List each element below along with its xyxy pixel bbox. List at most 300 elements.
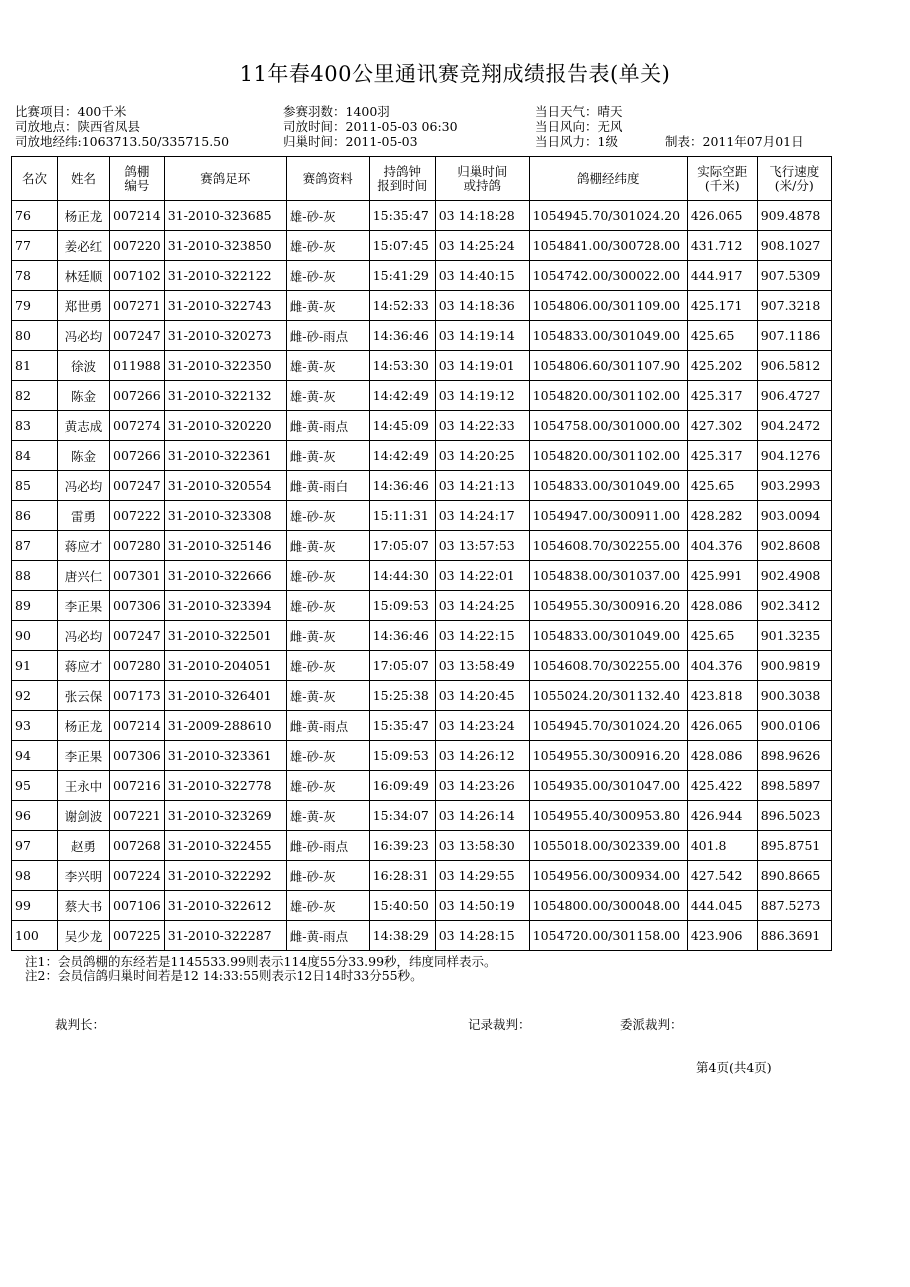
cell-name: 雷勇 xyxy=(58,501,110,531)
cell-loft-coords: 1054945.70/301024.20 xyxy=(529,201,687,231)
cell-name: 黄志成 xyxy=(58,411,110,441)
cell-rank: 94 xyxy=(12,741,58,771)
cell-bird-info: 雌-黄-雨点 xyxy=(286,921,369,951)
header-clock-time: 持鸽钟 报到时间 xyxy=(369,157,435,201)
cell-speed: 895.8751 xyxy=(757,831,831,861)
cell-rank: 84 xyxy=(12,441,58,471)
cell-name: 姜必红 xyxy=(58,231,110,261)
cell-clock-time: 15:09:53 xyxy=(369,741,435,771)
cell-loft-no: 007280 xyxy=(110,651,165,681)
cell-speed: 903.0094 xyxy=(757,501,831,531)
cell-loft-coords: 1054833.00/301049.00 xyxy=(529,621,687,651)
meta-wind-force: 当日风力：1级 xyxy=(535,134,618,149)
cell-loft-coords: 1054608.70/302255.00 xyxy=(529,651,687,681)
cell-speed: 902.3412 xyxy=(757,591,831,621)
cell-clock-time: 15:09:53 xyxy=(369,591,435,621)
cell-loft-no: 007247 xyxy=(110,471,165,501)
cell-name: 林廷顺 xyxy=(58,261,110,291)
cell-loft-coords: 1054800.00/300048.00 xyxy=(529,891,687,921)
table-row xyxy=(12,291,832,321)
meta-col-3 xyxy=(535,104,623,149)
cell-arrival-time: 03 14:19:12 xyxy=(435,381,529,411)
cell-bird-info: 雄-砂-灰 xyxy=(286,501,369,531)
cell-clock-time: 16:09:49 xyxy=(369,771,435,801)
table-row xyxy=(12,531,832,561)
cell-name: 蒋应才 xyxy=(58,651,110,681)
cell-rank: 80 xyxy=(12,321,58,351)
cell-loft-coords: 1054833.00/301049.00 xyxy=(529,471,687,501)
cell-rank: 85 xyxy=(12,471,58,501)
cell-clock-time: 14:36:46 xyxy=(369,621,435,651)
table-row xyxy=(12,921,832,951)
cell-rank: 81 xyxy=(12,351,58,381)
cell-name: 李兴明 xyxy=(58,861,110,891)
cell-name: 徐波 xyxy=(58,351,110,381)
cell-speed: 909.4878 xyxy=(757,201,831,231)
cell-loft-no: 007106 xyxy=(110,891,165,921)
cell-speed: 907.1186 xyxy=(757,321,831,351)
cell-loft-coords: 1054720.00/301158.00 xyxy=(529,921,687,951)
recorder-judge-label: 记录裁判： xyxy=(468,1017,531,1032)
cell-loft-no: 007271 xyxy=(110,291,165,321)
cell-ring: 31-2010-322501 xyxy=(164,621,286,651)
cell-rank: 98 xyxy=(12,861,58,891)
cell-clock-time: 16:39:23 xyxy=(369,831,435,861)
cell-name: 郑世勇 xyxy=(58,291,110,321)
cell-speed: 898.9626 xyxy=(757,741,831,771)
table-header-row xyxy=(12,157,832,201)
cell-distance: 431.712 xyxy=(687,231,757,261)
cell-loft-coords: 1054608.70/302255.00 xyxy=(529,531,687,561)
cell-name: 冯必均 xyxy=(58,621,110,651)
cell-arrival-time: 03 14:22:33 xyxy=(435,411,529,441)
cell-loft-no: 007301 xyxy=(110,561,165,591)
table-body xyxy=(12,201,832,951)
cell-arrival-time: 03 14:28:15 xyxy=(435,921,529,951)
cell-loft-no: 007306 xyxy=(110,741,165,771)
cell-arrival-time: 03 14:24:17 xyxy=(435,501,529,531)
cell-distance: 427.302 xyxy=(687,411,757,441)
cell-arrival-time: 03 14:22:01 xyxy=(435,561,529,591)
cell-speed: 900.3038 xyxy=(757,681,831,711)
cell-clock-time: 15:25:38 xyxy=(369,681,435,711)
cell-rank: 96 xyxy=(12,801,58,831)
cell-distance: 401.8 xyxy=(687,831,757,861)
cell-clock-time: 14:44:30 xyxy=(369,561,435,591)
cell-clock-time: 14:53:30 xyxy=(369,351,435,381)
cell-bird-info: 雌-黄-雨点 xyxy=(286,711,369,741)
cell-arrival-time: 03 13:57:53 xyxy=(435,531,529,561)
cell-ring: 31-2010-322287 xyxy=(164,921,286,951)
cell-rank: 90 xyxy=(12,621,58,651)
cell-bird-info: 雄-砂-灰 xyxy=(286,651,369,681)
cell-distance: 425.202 xyxy=(687,351,757,381)
table-row xyxy=(12,201,832,231)
cell-name: 杨正龙 xyxy=(58,711,110,741)
cell-arrival-time: 03 14:23:26 xyxy=(435,771,529,801)
cell-distance: 404.376 xyxy=(687,651,757,681)
cell-bird-info: 雌-砂-灰 xyxy=(286,861,369,891)
cell-name: 冯必均 xyxy=(58,471,110,501)
cell-name: 王永中 xyxy=(58,771,110,801)
cell-distance: 425.317 xyxy=(687,381,757,411)
cell-distance: 427.542 xyxy=(687,861,757,891)
cell-clock-time: 15:35:47 xyxy=(369,201,435,231)
cell-name: 谢剑波 xyxy=(58,801,110,831)
cell-distance: 444.917 xyxy=(687,261,757,291)
table-row xyxy=(12,891,832,921)
cell-bird-info: 雌-砂-雨点 xyxy=(286,831,369,861)
cell-arrival-time: 03 14:20:45 xyxy=(435,681,529,711)
cell-speed: 903.2993 xyxy=(757,471,831,501)
assigned-judge-label: 委派裁判： xyxy=(620,1017,683,1032)
cell-speed: 907.5309 xyxy=(757,261,831,291)
cell-rank: 92 xyxy=(12,681,58,711)
cell-name: 杨正龙 xyxy=(58,201,110,231)
table-row xyxy=(12,831,832,861)
cell-clock-time: 15:40:50 xyxy=(369,891,435,921)
meta-weather: 当日天气：晴天 xyxy=(535,104,623,119)
cell-clock-time: 16:28:31 xyxy=(369,861,435,891)
table-row xyxy=(12,381,832,411)
cell-rank: 88 xyxy=(12,561,58,591)
cell-distance: 426.065 xyxy=(687,201,757,231)
cell-loft-no: 007222 xyxy=(110,501,165,531)
cell-bird-info: 雌-黄-灰 xyxy=(286,291,369,321)
cell-loft-coords: 1055018.00/302339.00 xyxy=(529,831,687,861)
cell-distance: 425.65 xyxy=(687,621,757,651)
cell-loft-no: 007247 xyxy=(110,621,165,651)
table-row xyxy=(12,651,832,681)
cell-distance: 425.171 xyxy=(687,291,757,321)
cell-clock-time: 14:36:46 xyxy=(369,471,435,501)
cell-loft-coords: 1054758.00/301000.00 xyxy=(529,411,687,441)
cell-bird-info: 雌-黄-灰 xyxy=(286,441,369,471)
cell-speed: 904.1276 xyxy=(757,441,831,471)
cell-bird-info: 雄-砂-灰 xyxy=(286,771,369,801)
cell-rank: 89 xyxy=(12,591,58,621)
cell-bird-info: 雄-黄-灰 xyxy=(286,801,369,831)
meta-col-2 xyxy=(283,104,458,149)
cell-distance: 425.317 xyxy=(687,441,757,471)
cell-bird-info: 雄-砂-灰 xyxy=(286,261,369,291)
header-loft-coords: 鸽棚经纬度 xyxy=(529,157,687,201)
cell-name: 李正果 xyxy=(58,741,110,771)
cell-distance: 425.991 xyxy=(687,561,757,591)
cell-arrival-time: 03 14:24:25 xyxy=(435,591,529,621)
cell-rank: 76 xyxy=(12,201,58,231)
cell-arrival-time: 03 14:19:14 xyxy=(435,321,529,351)
cell-ring: 31-2010-204051 xyxy=(164,651,286,681)
meta-release-coords: 司放地经纬:1063713.50/335715.50 xyxy=(15,134,230,149)
cell-speed: 900.9819 xyxy=(757,651,831,681)
header-distance: 实际空距 (千米) xyxy=(687,157,757,201)
cell-distance: 423.818 xyxy=(687,681,757,711)
cell-bird-info: 雄-砂-灰 xyxy=(286,741,369,771)
cell-distance: 428.282 xyxy=(687,501,757,531)
cell-distance: 425.422 xyxy=(687,771,757,801)
cell-loft-no: 007280 xyxy=(110,531,165,561)
cell-clock-time: 17:05:07 xyxy=(369,651,435,681)
table-row xyxy=(12,501,832,531)
cell-arrival-time: 03 14:50:19 xyxy=(435,891,529,921)
cell-clock-time: 14:36:46 xyxy=(369,321,435,351)
cell-loft-coords: 1054955.40/300953.80 xyxy=(529,801,687,831)
meta-release-time: 司放时间：2011-05-03 06:30 xyxy=(283,119,458,134)
cell-loft-no: 007221 xyxy=(110,801,165,831)
table-row xyxy=(12,741,832,771)
cell-speed: 896.5023 xyxy=(757,801,831,831)
cell-speed: 901.3235 xyxy=(757,621,831,651)
cell-clock-time: 17:05:07 xyxy=(369,531,435,561)
cell-bird-info: 雄-黄-灰 xyxy=(286,681,369,711)
cell-clock-time: 14:42:49 xyxy=(369,381,435,411)
cell-loft-no: 007214 xyxy=(110,711,165,741)
cell-rank: 86 xyxy=(12,501,58,531)
cell-distance: 428.086 xyxy=(687,741,757,771)
header-arrival-time: 归巢时间 或持鸽 xyxy=(435,157,529,201)
cell-loft-no: 007268 xyxy=(110,831,165,861)
cell-name: 吴少龙 xyxy=(58,921,110,951)
notes xyxy=(25,955,497,983)
cell-loft-coords: 1054945.70/301024.20 xyxy=(529,711,687,741)
cell-ring: 31-2010-320554 xyxy=(164,471,286,501)
cell-loft-no: 007224 xyxy=(110,861,165,891)
cell-ring: 31-2010-320220 xyxy=(164,411,286,441)
cell-distance: 423.906 xyxy=(687,921,757,951)
cell-clock-time: 14:38:29 xyxy=(369,921,435,951)
cell-loft-coords: 1054833.00/301049.00 xyxy=(529,321,687,351)
cell-speed: 904.2472 xyxy=(757,411,831,441)
cell-ring: 31-2010-323850 xyxy=(164,231,286,261)
cell-name: 蒋应才 xyxy=(58,531,110,561)
report-title: 11年春400公里通讯赛竞翔成绩报告表(单关) xyxy=(239,62,671,86)
cell-rank: 93 xyxy=(12,711,58,741)
cell-arrival-time: 03 14:26:12 xyxy=(435,741,529,771)
cell-clock-time: 15:07:45 xyxy=(369,231,435,261)
cell-arrival-time: 03 14:18:36 xyxy=(435,291,529,321)
cell-loft-coords: 1054935.00/301047.00 xyxy=(529,771,687,801)
cell-bird-info: 雄-砂-灰 xyxy=(286,231,369,261)
cell-bird-info: 雄-砂-灰 xyxy=(286,891,369,921)
table-row xyxy=(12,861,832,891)
cell-bird-info: 雄-砂-灰 xyxy=(286,201,369,231)
cell-arrival-time: 03 14:40:15 xyxy=(435,261,529,291)
cell-loft-coords: 1054841.00/300728.00 xyxy=(529,231,687,261)
cell-clock-time: 14:52:33 xyxy=(369,291,435,321)
cell-rank: 95 xyxy=(12,771,58,801)
meta-event: 比赛项目：400千米 xyxy=(15,104,127,119)
cell-loft-coords: 1054838.00/301037.00 xyxy=(529,561,687,591)
cell-loft-coords: 1054820.00/301102.00 xyxy=(529,441,687,471)
cell-speed: 902.8608 xyxy=(757,531,831,561)
header-rank: 名次 xyxy=(12,157,58,201)
cell-loft-no: 011988 xyxy=(110,351,165,381)
cell-rank: 77 xyxy=(12,231,58,261)
cell-ring: 31-2010-323269 xyxy=(164,801,286,831)
cell-rank: 83 xyxy=(12,411,58,441)
cell-arrival-time: 03 14:25:24 xyxy=(435,231,529,261)
cell-rank: 78 xyxy=(12,261,58,291)
cell-speed: 887.5273 xyxy=(757,891,831,921)
cell-clock-time: 14:45:09 xyxy=(369,411,435,441)
cell-ring: 31-2010-320273 xyxy=(164,321,286,351)
cell-arrival-time: 03 14:21:13 xyxy=(435,471,529,501)
cell-rank: 100 xyxy=(12,921,58,951)
meta-col-1 xyxy=(15,104,229,149)
cell-clock-time: 15:35:47 xyxy=(369,711,435,741)
table-row xyxy=(12,351,832,381)
cell-rank: 87 xyxy=(12,531,58,561)
cell-name: 张云保 xyxy=(58,681,110,711)
cell-loft-coords: 1054806.00/301109.00 xyxy=(529,291,687,321)
cell-bird-info: 雄-黄-灰 xyxy=(286,381,369,411)
cell-distance: 426.065 xyxy=(687,711,757,741)
cell-arrival-time: 03 14:26:14 xyxy=(435,801,529,831)
page-number: 第4页(共4页) xyxy=(696,1060,772,1075)
cell-loft-coords: 1054806.60/301107.90 xyxy=(529,351,687,381)
cell-loft-coords: 1054955.30/300916.20 xyxy=(529,741,687,771)
cell-loft-no: 007247 xyxy=(110,321,165,351)
cell-arrival-time: 03 14:22:15 xyxy=(435,621,529,651)
cell-ring: 31-2010-323394 xyxy=(164,591,286,621)
cell-speed: 902.4908 xyxy=(757,561,831,591)
note-1: 注1：会员鸽棚的东经若是1145533.99则表示114度55分33.99秒，纬度同样表示。 xyxy=(25,954,497,969)
header-loft-no: 鸽棚 编号 xyxy=(110,157,165,201)
meta-return-time: 归巢时间：2011-05-03 xyxy=(283,134,418,149)
table-row xyxy=(12,561,832,591)
table-row xyxy=(12,681,832,711)
cell-name: 赵勇 xyxy=(58,831,110,861)
cell-ring: 31-2010-322743 xyxy=(164,291,286,321)
cell-loft-coords: 1054956.00/300934.00 xyxy=(529,861,687,891)
cell-speed: 900.0106 xyxy=(757,711,831,741)
header-ring: 赛鸽足环 xyxy=(164,157,286,201)
cell-bird-info: 雌-黄-雨白 xyxy=(286,471,369,501)
cell-ring: 31-2010-325146 xyxy=(164,531,286,561)
meta-wind-direction: 当日风向：无风 xyxy=(535,119,623,134)
header-bird-info: 赛鸽资料 xyxy=(286,157,369,201)
meta-made-date: 制表：2011年07月01日 xyxy=(665,134,804,149)
table-row xyxy=(12,441,832,471)
cell-loft-coords: 1054955.30/300916.20 xyxy=(529,591,687,621)
cell-distance: 426.944 xyxy=(687,801,757,831)
meta-entries: 参赛羽数：1400羽 xyxy=(283,104,390,119)
table-row xyxy=(12,321,832,351)
table-row xyxy=(12,261,832,291)
cell-speed: 908.1027 xyxy=(757,231,831,261)
cell-distance: 404.376 xyxy=(687,531,757,561)
cell-distance: 425.65 xyxy=(687,321,757,351)
cell-loft-no: 007216 xyxy=(110,771,165,801)
cell-loft-coords: 1054742.00/300022.00 xyxy=(529,261,687,291)
cell-clock-time: 15:41:29 xyxy=(369,261,435,291)
cell-ring: 31-2010-322361 xyxy=(164,441,286,471)
header-name: 姓名 xyxy=(58,157,110,201)
cell-speed: 890.8665 xyxy=(757,861,831,891)
cell-name: 冯必均 xyxy=(58,321,110,351)
cell-ring: 31-2010-322122 xyxy=(164,261,286,291)
table-row xyxy=(12,771,832,801)
cell-ring: 31-2010-322455 xyxy=(164,831,286,861)
cell-ring: 31-2010-323308 xyxy=(164,501,286,531)
cell-loft-no: 007306 xyxy=(110,591,165,621)
note-2: 注2：会员信鸽归巢时间若是12 14:33:55则表示12日14时33分55秒。 xyxy=(25,968,423,983)
cell-name: 蔡大书 xyxy=(58,891,110,921)
cell-bird-info: 雌-砂-雨点 xyxy=(286,321,369,351)
cell-loft-no: 007220 xyxy=(110,231,165,261)
cell-rank: 82 xyxy=(12,381,58,411)
cell-clock-time: 14:42:49 xyxy=(369,441,435,471)
cell-name: 陈金 xyxy=(58,381,110,411)
cell-name: 陈金 xyxy=(58,441,110,471)
table-row xyxy=(12,621,832,651)
cell-loft-no: 007266 xyxy=(110,441,165,471)
cell-arrival-time: 03 14:20:25 xyxy=(435,441,529,471)
cell-loft-coords: 1054820.00/301102.00 xyxy=(529,381,687,411)
cell-ring: 31-2010-326401 xyxy=(164,681,286,711)
cell-clock-time: 15:34:07 xyxy=(369,801,435,831)
cell-arrival-time: 03 14:29:55 xyxy=(435,861,529,891)
table-row xyxy=(12,711,832,741)
cell-rank: 97 xyxy=(12,831,58,861)
cell-ring: 31-2010-322666 xyxy=(164,561,286,591)
cell-arrival-time: 03 14:19:01 xyxy=(435,351,529,381)
cell-arrival-time: 03 13:58:49 xyxy=(435,651,529,681)
cell-speed: 907.3218 xyxy=(757,291,831,321)
cell-rank: 91 xyxy=(12,651,58,681)
results-table xyxy=(11,156,832,951)
cell-arrival-time: 03 14:23:24 xyxy=(435,711,529,741)
cell-bird-info: 雄-砂-灰 xyxy=(286,561,369,591)
table-row xyxy=(12,231,832,261)
table-row xyxy=(12,591,832,621)
cell-speed: 906.5812 xyxy=(757,351,831,381)
cell-loft-no: 007214 xyxy=(110,201,165,231)
cell-bird-info: 雄-黄-灰 xyxy=(286,351,369,381)
cell-distance: 425.65 xyxy=(687,471,757,501)
table-row xyxy=(12,801,832,831)
cell-speed: 906.4727 xyxy=(757,381,831,411)
cell-ring: 31-2010-323361 xyxy=(164,741,286,771)
cell-clock-time: 15:11:31 xyxy=(369,501,435,531)
cell-speed: 898.5897 xyxy=(757,771,831,801)
chief-judge-label: 裁判长： xyxy=(55,1017,106,1032)
cell-ring: 31-2010-322292 xyxy=(164,861,286,891)
cell-arrival-time: 03 14:18:28 xyxy=(435,201,529,231)
cell-loft-no: 007225 xyxy=(110,921,165,951)
cell-speed: 886.3691 xyxy=(757,921,831,951)
cell-loft-no: 007274 xyxy=(110,411,165,441)
cell-ring: 31-2009-288610 xyxy=(164,711,286,741)
cell-distance: 444.045 xyxy=(687,891,757,921)
cell-distance: 428.086 xyxy=(687,591,757,621)
cell-rank: 79 xyxy=(12,291,58,321)
cell-ring: 31-2010-322132 xyxy=(164,381,286,411)
cell-arrival-time: 03 13:58:30 xyxy=(435,831,529,861)
cell-ring: 31-2010-322350 xyxy=(164,351,286,381)
cell-ring: 31-2010-322612 xyxy=(164,891,286,921)
cell-rank: 99 xyxy=(12,891,58,921)
cell-bird-info: 雌-黄-灰 xyxy=(286,531,369,561)
cell-name: 唐兴仁 xyxy=(58,561,110,591)
table-row xyxy=(12,411,832,441)
cell-bird-info: 雌-黄-雨点 xyxy=(286,411,369,441)
table-row xyxy=(12,471,832,501)
cell-loft-coords: 1055024.20/301132.40 xyxy=(529,681,687,711)
meta-release-place: 司放地点：陕西省凤县 xyxy=(15,119,141,134)
cell-loft-coords: 1054947.00/300911.00 xyxy=(529,501,687,531)
